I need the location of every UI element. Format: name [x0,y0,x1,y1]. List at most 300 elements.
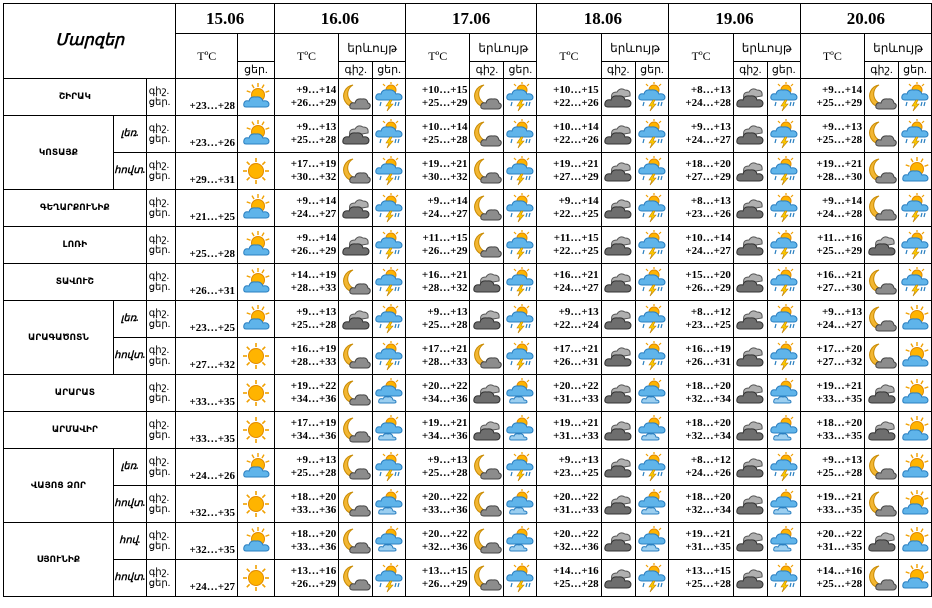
day-temperature: +33…+36 [290,541,337,553]
temperature-range [537,116,601,153]
rain-cloud-icon [767,523,800,560]
thunder-cloud-icon [767,264,800,301]
temperature-range [800,560,864,597]
moon-cloud-icon [470,153,504,190]
sun-cloud-icon [238,116,275,153]
temperature-range [406,375,470,412]
dark-cloud-icon [601,153,635,190]
day-temperature: +34…+36 [421,393,468,405]
moon-cloud-icon [470,449,504,486]
zone-label: հովտ. [113,486,146,523]
temperature-range [274,227,338,264]
thunder-cloud-icon [767,79,800,116]
thunder-cloud-icon [504,449,537,486]
temperature-range [537,523,601,560]
day-temperature: +25…+28 [816,134,863,146]
region-name: ԿՈՏԱՅՔ [4,116,114,190]
night-temperature: +17…+19 [290,417,337,429]
period-label [146,190,176,227]
night-temperature: +11…+15 [553,232,599,244]
temperature-range [274,190,338,227]
night-label: գիշ. [148,530,170,541]
day-temperature: +31…+33 [553,393,599,405]
thunder-cloud-icon [504,264,537,301]
night-temperature: +20…+22 [421,380,468,392]
night-temperature: +9…+14 [822,84,863,96]
thunder-cloud-icon [767,190,800,227]
dark-cloud-icon [733,79,767,116]
day-temperature: +24…+27 [553,282,599,294]
night-header: գիշ. [339,62,373,79]
night-temperature: +19…+21 [553,417,599,429]
sun-icon [238,486,275,523]
day-temperature: +30…+32 [290,171,337,183]
region-name: ԱՐԱՐԱՏ [4,375,147,412]
sun-cloud-icon [898,412,931,449]
dark-cloud-icon [601,116,635,153]
thunder-cloud-icon [504,301,537,338]
day-header: ցեր. [373,62,406,79]
thunder-cloud-icon [373,449,406,486]
night-temperature: +16…+19 [290,343,337,355]
day-label: ցեր. [148,578,171,589]
thunder-cloud-icon [373,301,406,338]
night-temperature: +17…+21 [421,343,468,355]
day-label: ցեր. [148,171,171,182]
dark-cloud-icon [470,264,504,301]
night-label: գիշ. [148,197,170,208]
night-temperature: +18…+20 [685,491,731,503]
day-header: ցեր. [635,62,669,79]
table-row [4,116,932,153]
dark-cloud-icon [601,79,635,116]
day-temperature: +33…+35 [176,375,238,412]
thunder-cloud-icon [373,116,406,153]
night-temperature: +13…+15 [685,565,731,577]
sun-cloud-icon [898,486,931,523]
night-temperature: +16…+21 [816,269,863,281]
day-temperature: +33…+35 [816,504,863,516]
night-temperature: +10…+14 [685,232,731,244]
temperature-range [800,153,864,190]
night-temperature: +15…+20 [685,269,731,281]
thunder-cloud-icon [373,264,406,301]
day-temperature: +26…+29 [290,97,337,109]
day-temperature: +32…+34 [685,504,731,516]
night-label: գիշ. [148,308,170,319]
sun-cloud-icon [898,523,931,560]
dark-cloud-icon [601,560,635,597]
temperature-range [274,560,338,597]
sun-icon [238,412,275,449]
day-temperature: +28…+33 [290,282,337,294]
night-label: գիշ. [148,456,170,467]
rain-cloud-icon [373,523,406,560]
dark-cloud-icon [601,375,635,412]
moon-cloud-icon [865,153,899,190]
day-temperature: +31…+35 [816,541,863,553]
night-temperature: +10…+15 [553,84,599,96]
temperature-range [274,264,338,301]
day-temperature: +25…+28 [421,319,468,331]
region-name: ԼՈՌԻ [4,227,147,264]
table-row [4,227,932,264]
thunder-cloud-icon [373,79,406,116]
region-name: ՏԱՎՈՒՇ [4,264,147,301]
weather-header: երևույթ [601,34,669,62]
thunder-cloud-icon [635,560,669,597]
thunder-cloud-icon [767,449,800,486]
day-temperature: +24…+26 [685,467,731,479]
day-temperature: +31…+33 [553,430,599,442]
day-label: ցեր. [148,430,171,441]
temperature-range [669,116,733,153]
day-temperature: +27…+32 [816,356,863,368]
day-label: ցեր. [148,504,171,515]
night-temperature: +16…+21 [421,269,468,281]
zone-label: հովտ. [113,153,146,190]
temperature-range [537,153,601,190]
night-temperature: +11…+15 [422,232,468,244]
rain-cloud-icon [504,412,537,449]
moon-cloud-icon [470,116,504,153]
night-temperature: +18…+20 [290,491,337,503]
night-label: գիշ. [148,160,170,171]
zone-label: լեռ. [113,116,146,153]
day-temperature: +32…+36 [421,541,468,553]
temperature-range [537,190,601,227]
sun-cloud-icon [238,227,275,264]
night-temperature: +18…+20 [290,528,337,540]
temperature-range [537,264,601,301]
night-temperature: +9…+13 [822,121,863,133]
night-temperature: +9…+14 [427,195,468,207]
dark-cloud-icon [601,264,635,301]
dark-cloud-icon [733,264,767,301]
day-temperature: +34…+36 [421,430,468,442]
thunder-cloud-icon [635,301,669,338]
night-temperature: +8…+12 [690,454,731,466]
day-label: ցեր. [148,356,171,367]
night-header: գիշ. [865,62,899,79]
moon-cloud-icon [470,560,504,597]
dark-cloud-icon [733,560,767,597]
thunder-cloud-icon [373,190,406,227]
moon-cloud-icon [339,79,373,116]
night-temperature: +19…+22 [290,380,337,392]
period-label [146,227,176,264]
sun-icon [238,560,275,597]
night-temperature: +9…+13 [558,454,599,466]
dark-cloud-icon [733,412,767,449]
table-row [4,449,932,486]
day-temperature: +23…+26 [176,116,238,153]
day-temperature: +26…+29 [421,578,468,590]
day-temperature: +24…+27 [421,208,468,220]
rain-cloud-icon [373,375,406,412]
temperature-range [537,338,601,375]
thunder-cloud-icon [635,338,669,375]
day-temperature: +29…+31 [176,153,238,190]
period-label [146,264,176,301]
thunder-cloud-icon [504,116,537,153]
night-temperature: +9…+14 [296,84,337,96]
day-temperature: +24…+27 [816,319,863,331]
night-header: գիշ. [470,62,504,79]
table-row [4,338,932,375]
dark-cloud-icon [601,486,635,523]
temperature-range [537,486,601,523]
thunder-cloud-icon [635,79,669,116]
temperature-range [406,79,470,116]
day-temperature: +22…+24 [553,319,599,331]
night-temperature: +9…+13 [822,306,863,318]
temp-header: TºC [669,34,733,79]
night-temperature: +19…+21 [685,528,731,540]
night-temperature: +20…+22 [816,528,863,540]
night-temperature: +9…+13 [822,454,863,466]
dark-cloud-icon [339,116,373,153]
table-row [4,301,932,338]
dark-cloud-icon [733,227,767,264]
day-label: ցեր. [148,393,171,404]
day-temperature: +27…+32 [176,338,238,375]
region-name: ՇԻՐԱԿ [4,79,147,116]
moon-cloud-icon [339,412,373,449]
thunder-cloud-icon [504,338,537,375]
day-temperature: +27…+29 [553,171,599,183]
moon-cloud-icon [865,79,899,116]
day-temperature: +33…+35 [816,393,863,405]
day-temperature: +33…+36 [290,504,337,516]
night-temperature: +17…+21 [553,343,599,355]
period-label [146,116,176,153]
temperature-range [669,338,733,375]
night-temperature: +9…+13 [427,454,468,466]
night-label: գիշ. [148,86,170,97]
day-temperature: +25…+28 [421,134,468,146]
weather-header: երևույթ [470,34,537,62]
night-temperature: +18…+20 [816,417,863,429]
night-temperature: +18…+20 [685,417,731,429]
sun-cloud-icon [898,449,931,486]
sun-cloud-icon [238,264,275,301]
table-row [4,523,932,560]
weather-header: երևույթ [339,34,406,62]
day-temperature: +25…+28 [290,319,337,331]
day-label: ցեր. [148,541,171,552]
temperature-range [800,449,864,486]
rain-cloud-icon [504,486,537,523]
day-temperature: +24…+27 [685,134,731,146]
dark-cloud-icon [733,116,767,153]
dark-cloud-icon [733,486,767,523]
temperature-range [669,375,733,412]
temperature-range [669,264,733,301]
thunder-cloud-icon [767,153,800,190]
night-temperature: +10…+14 [553,121,599,133]
zone-label: հովտ. [113,560,146,597]
date-header: 18.06 [537,4,669,34]
sun-cloud-icon [898,153,931,190]
day-temperature: +23…+25 [176,301,238,338]
day-temperature: +25…+28 [421,467,468,479]
night-temperature: +8…+12 [690,306,731,318]
day-temperature: +32…+34 [685,430,731,442]
weather-header: երևույթ [865,34,932,62]
night-temperature: +19…+21 [421,417,468,429]
moon-cloud-icon [470,79,504,116]
night-label: գիշ. [148,382,170,393]
night-temperature: +18…+20 [685,380,731,392]
day-temperature: +26…+29 [421,245,468,257]
day-temperature: +23…+25 [553,467,599,479]
thunder-cloud-icon [898,116,931,153]
temperature-range [406,264,470,301]
region-name: ՍՅՈՒՆԻՔ [4,523,114,597]
day-temperature: +33…+35 [176,412,238,449]
period-label [146,153,176,190]
region-header: Մարզեր [4,4,176,79]
day-temperature: +32…+36 [553,541,599,553]
day-temperature: +28…+33 [290,356,337,368]
night-temperature: +17…+20 [816,343,863,355]
day-temperature: +27…+29 [685,171,731,183]
temperature-range [406,523,470,560]
day-temperature: +26…+31 [685,356,731,368]
night-temperature: +19…+21 [421,158,468,170]
dark-cloud-icon [733,338,767,375]
zone-label: հով. [113,523,146,560]
day-temperature: +23…+25 [685,319,731,331]
sun-cloud-icon [238,449,275,486]
day-temperature: +25…+29 [421,97,468,109]
night-temperature: +9…+14 [558,195,599,207]
thunder-cloud-icon [635,264,669,301]
temperature-range [406,412,470,449]
temperature-range [406,560,470,597]
dark-cloud-icon [601,338,635,375]
night-temperature: +19…+21 [816,158,863,170]
day-temperature: +26…+31 [176,264,238,301]
temperature-range [274,153,338,190]
day-label: ցեր. [148,245,171,256]
temperature-range [537,375,601,412]
day-header: ցեր. [238,62,275,79]
night-label: գիշ. [148,345,170,356]
temperature-range [669,227,733,264]
date-header: 19.06 [669,4,800,34]
dark-cloud-icon [601,227,635,264]
thunder-cloud-icon [373,227,406,264]
moon-cloud-icon [339,560,373,597]
moon-cloud-icon [865,116,899,153]
dark-cloud-icon [733,449,767,486]
day-temperature: +28…+33 [421,356,468,368]
dark-cloud-icon [339,301,373,338]
region-name: ԱՐԱԳԱԾՈՏՆ [4,301,114,375]
dark-cloud-icon [733,523,767,560]
rain-cloud-icon [767,375,800,412]
thunder-cloud-icon [898,79,931,116]
night-header: գիշ. [601,62,635,79]
sun-icon [238,338,275,375]
thunder-cloud-icon [504,190,537,227]
temperature-range [274,486,338,523]
moon-cloud-icon [339,264,373,301]
thunder-cloud-icon [504,79,537,116]
temperature-range [406,338,470,375]
day-temperature: +24…+27 [685,245,731,257]
night-temperature: +18…+20 [685,158,731,170]
temp-header: TºC [537,34,601,79]
region-name: ԱՐՄԱՎԻՐ [4,412,147,449]
date-header: 20.06 [800,4,931,34]
temperature-range [274,449,338,486]
thunder-cloud-icon [635,116,669,153]
day-label: ցեր. [148,208,171,219]
temperature-range [800,338,864,375]
table-row [4,375,932,412]
day-temperature: +22…+25 [553,208,599,220]
night-label: գիշ. [148,271,170,282]
thunder-cloud-icon [635,190,669,227]
period-label [146,486,176,523]
day-header: ցեր. [898,62,931,79]
zone-label: լեռ. [113,449,146,486]
night-temperature: +9…+13 [690,121,731,133]
temperature-range [800,523,864,560]
day-header: ցեր. [504,62,537,79]
temperature-range [537,412,601,449]
temperature-range [800,264,864,301]
night-temperature: +19…+21 [553,158,599,170]
temperature-range [274,523,338,560]
temp-header: TºC [274,34,338,79]
moon-cloud-icon [339,486,373,523]
sun-cloud-icon [238,190,275,227]
region-name: ԳԵՂԱՐՔՈՒՆԻՔ [4,190,147,227]
night-temperature: +9…+13 [296,121,337,133]
temperature-range [406,227,470,264]
temperature-range [669,560,733,597]
day-label: ցեր. [148,319,171,330]
night-temperature: +19…+21 [816,491,863,503]
temperature-range [669,449,733,486]
moon-cloud-icon [339,375,373,412]
moon-cloud-icon [865,449,899,486]
thunder-cloud-icon [635,227,669,264]
period-label [146,560,176,597]
rain-cloud-icon [635,486,669,523]
dark-cloud-icon [601,449,635,486]
thunder-cloud-icon [373,560,406,597]
thunder-cloud-icon [767,116,800,153]
rain-cloud-icon [635,375,669,412]
dark-cloud-icon [601,523,635,560]
dark-cloud-icon [733,190,767,227]
moon-cloud-icon [865,486,899,523]
sun-icon [238,375,275,412]
moon-cloud-icon [865,264,899,301]
day-temperature: +28…+32 [421,282,468,294]
temperature-range [406,153,470,190]
day-header: ցեր. [767,62,800,79]
night-temperature: +9…+14 [296,195,337,207]
date-header: 15.06 [176,4,274,34]
day-temperature: +25…+28 [816,578,863,590]
thunder-cloud-icon [635,449,669,486]
